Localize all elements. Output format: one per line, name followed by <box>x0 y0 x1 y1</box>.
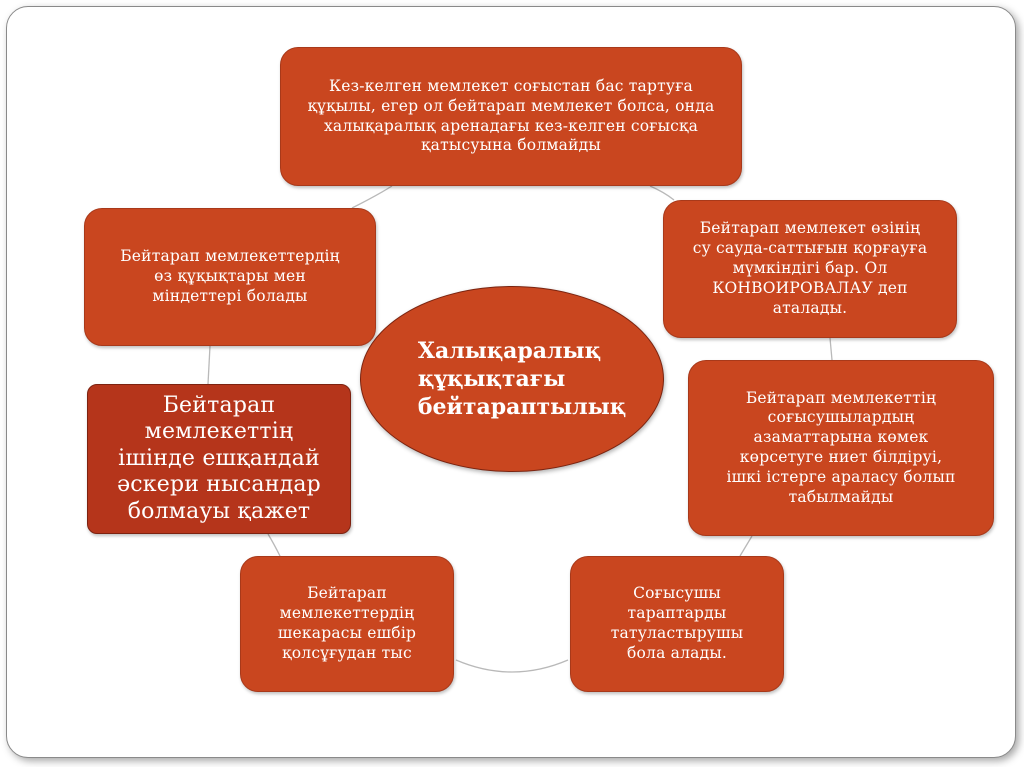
connector-upper-right-to-middle-right <box>830 338 832 360</box>
connector-upper-left-to-top <box>352 186 392 208</box>
connector-middle-left-to-upper-left <box>208 346 210 384</box>
node-upper-left-text: Бейтарап мемлекеттердің өз құқықтары мен міндеттері болады <box>120 247 340 305</box>
node-middle-left-text: Бейтарап мемлекеттің ішінде ешқандай әскери нысандар болмауы қажет <box>117 393 321 524</box>
node-upper-right-text: Бейтарап мемлекет өзінің су сауда-саттығын қорғауға мүмкіндігі бар. Ол КОНВОИРОВАЛАУ деп аталады. <box>692 219 928 317</box>
node-bottom-right <box>570 556 784 692</box>
node-middle-right-text: Бейтарап мемлекеттің соғысушылардың азаматтарына көмек көрсетуге ниет білдіруі, ішкі істерге араласу болып табылмайды <box>726 388 956 506</box>
node-middle-left <box>87 384 351 534</box>
connector-middle-right-to-bottom-right <box>740 536 752 556</box>
center-topic <box>360 286 664 472</box>
node-bottom-right-text: Соғысушы тараптарды татуластырушы бола алады. <box>610 584 744 662</box>
node-top <box>280 47 742 186</box>
center-topic-text: Халықаралық құқықтағы бейтараптылық <box>417 337 627 421</box>
node-upper-left <box>84 208 376 346</box>
connector-bottom-right-to-bottom-left <box>456 660 568 672</box>
node-bottom-left-text: Бейтарап мемлекеттердің шекарасы ешбір қолсұғудан тыс <box>277 584 417 662</box>
node-middle-right <box>688 360 994 536</box>
node-bottom-left <box>240 556 454 692</box>
node-upper-right <box>663 200 957 338</box>
node-top-text: Кез-келген мемлекет соғыстан бас тартуға құқылы, егер ол бейтарап мемлекет болса, онда халықаралық аренадағы кез-келген соғысқа қатысуына болмайды <box>307 76 715 155</box>
connector-top-to-upper-right <box>650 186 674 200</box>
connector-bottom-left-to-middle-left <box>268 534 280 556</box>
